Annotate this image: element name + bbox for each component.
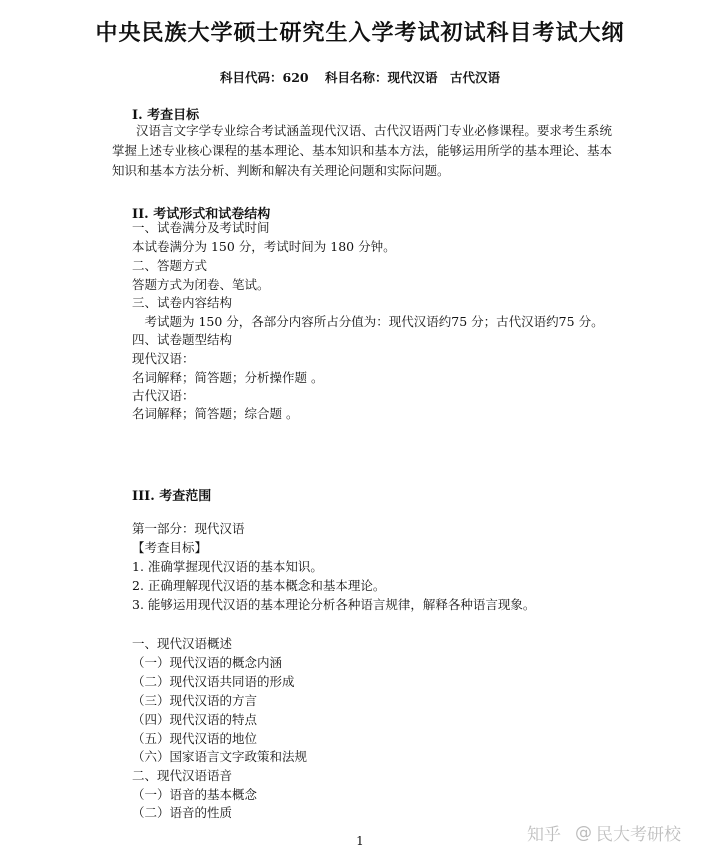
section2-line: 名词解释；简答题；综合题 。	[132, 406, 299, 421]
section1-paragraph: 汉语言文字学专业综合考试涵盖现代汉语、古代汉语两门专业必修课程。要求考生系统掌握上述专业核心课程的基本理论、基本知识和基本方法，能够运用所学的基本理论、基本知识和基本方法分析、判断和解决有关理论问题和实际问题。	[112, 123, 613, 178]
document-title: 中央民族大学硕士研究生入学考试初试科目考试大纲	[95, 20, 625, 46]
section3-heading: III. 考查范围	[132, 489, 212, 504]
goal-item: 1. 准确掌握现代汉语的基本知识。	[132, 559, 323, 574]
watermark-account: 民大考研校	[596, 825, 681, 845]
section2-line: 名词解释；简答题；分析操作题 。	[132, 370, 324, 385]
section1-heading: I. 考查目标	[132, 108, 200, 123]
outline-item: （二）现代汉语共同语的形成	[132, 674, 295, 689]
section2-line: 本试卷满分为 150 分，考试时间为 180 分钟。	[132, 239, 396, 254]
section2-heading: II. 考试形式和试卷结构	[132, 207, 271, 222]
outline-item: （二）语音的性质	[132, 805, 233, 820]
outline-item: （五）现代汉语的地位	[132, 731, 258, 746]
part-label: 第一部分：现代汉语	[132, 521, 245, 536]
page-number: 1	[356, 834, 364, 848]
goal-item: 3. 能够运用现代汉语的基本理论分析各种语言规律，解释各种语言现象。	[132, 597, 536, 612]
outline-item: （一）语音的基本概念	[132, 787, 258, 802]
subject-name: 科目名称：现代汉语 古代汉语	[324, 70, 500, 85]
section2-line: 三、试卷内容结构	[132, 295, 233, 310]
subject-code: 科目代码：620	[220, 70, 309, 85]
section2-line: 答题方式为闭卷、笔试。	[132, 277, 270, 292]
watermark-site: 知乎	[527, 825, 561, 845]
outline-item: （三）现代汉语的方言	[132, 693, 258, 708]
section2-line: 一、试卷满分及考试时间	[132, 220, 270, 235]
outline-item: （四）现代汉语的特点	[132, 712, 258, 727]
section2-line: 二、答题方式	[132, 258, 208, 273]
goal-item: 2. 正确理解现代汉语的基本概念和基本理论。	[132, 578, 386, 593]
outline-item: （一）现代汉语的概念内涵	[132, 655, 283, 670]
section2-line: 古代汉语：	[132, 388, 195, 403]
section2-line: 四、试卷题型结构	[132, 332, 233, 347]
goal-label: 【考查目标】	[132, 540, 208, 555]
watermark-at: @	[575, 822, 592, 843]
watermark	[527, 820, 681, 845]
section2-line: 现代汉语：	[132, 351, 195, 366]
outline-item: 二、现代汉语语音	[132, 768, 233, 783]
subject-line	[0, 68, 720, 86]
outline-item: （六）国家语言文字政策和法规	[132, 749, 308, 764]
section2-line: 考试题为 150 分，各部分内容所占分值为：现代汉语约75 分；古代汉语约75 分。	[132, 314, 604, 329]
outline-item: 一、现代汉语概述	[132, 636, 233, 651]
